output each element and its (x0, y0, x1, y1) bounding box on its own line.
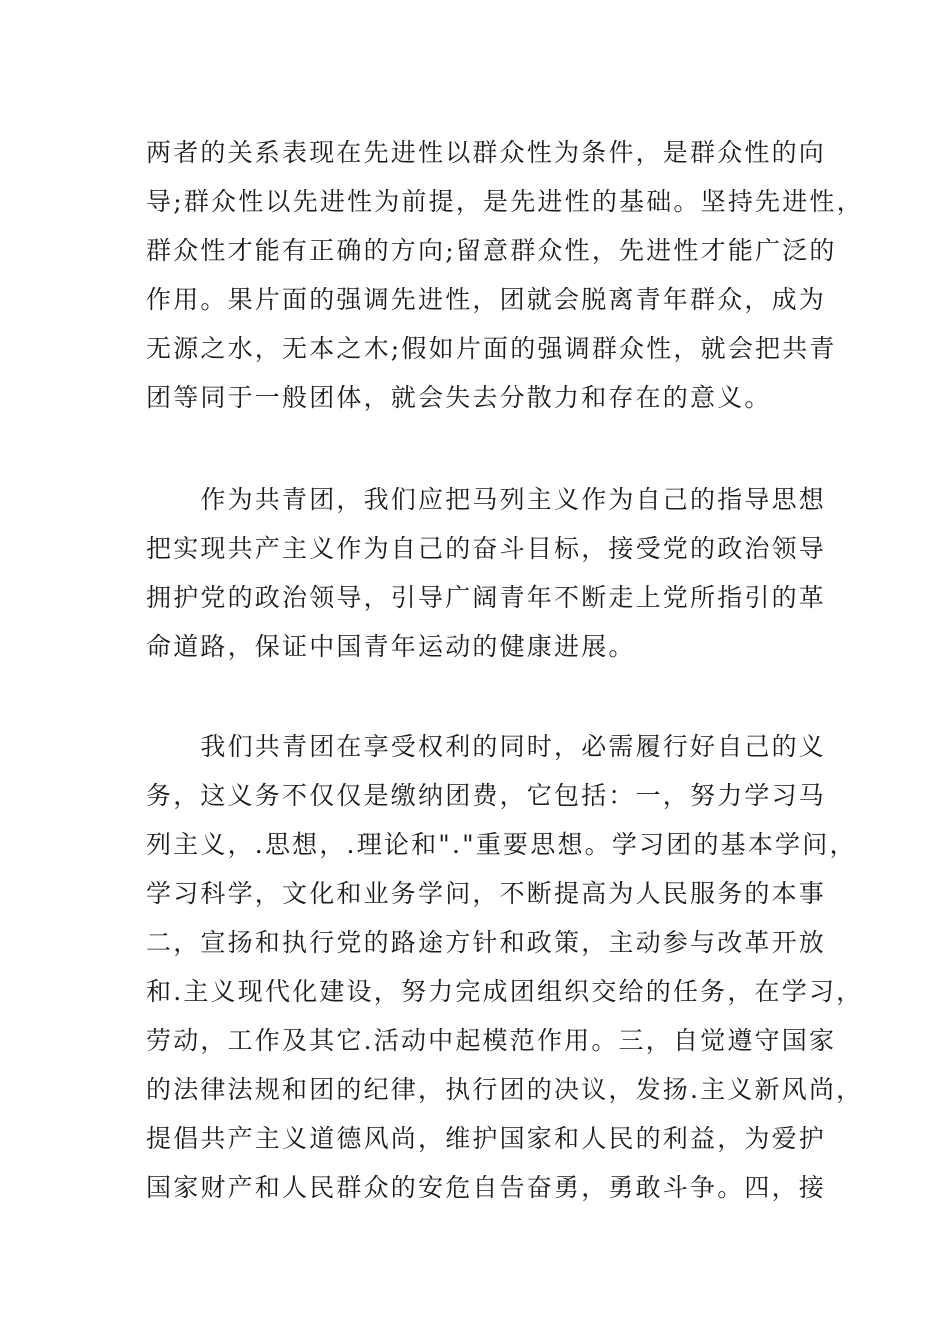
text-line: 国家财产和人民群众的安危自告奋勇，勇敢斗争。四，接 (146, 1173, 827, 1202)
text-line: 的法律法规和团的纪律，执行团的决议，发扬.主义新风尚， (146, 1075, 864, 1104)
text-line: 二，宣扬和执行党的路途方针和政策，主动参与改革开放 (146, 928, 827, 957)
text-line: 导;群众性以先进性为前提，是先进性的基础。坚持先进性， (146, 187, 864, 216)
text-line: 务，这义务不仅仅是缴纳团费，它包括：一，努力学习马 (146, 781, 827, 810)
text-line: 两者的关系表现在先进性以群众性为条件，是群众性的向 (146, 138, 827, 167)
paragraph-guiding-thought (146, 475, 827, 671)
text-line: 作为共青团，我们应把马列主义作为自己的指导思想 (146, 485, 827, 514)
text-line: 列主义，.思想，.理论和"."重要思想。学习团的基本学问， (146, 830, 857, 859)
text-line: 拥护党的政治领导，引导广阔青年不断走上党所指引的革 (146, 583, 827, 612)
text-line: 群众性才能有正确的方向;留意群众性，先进性才能广泛的 (146, 236, 837, 265)
text-line: 作用。果片面的强调先进性，团就会脱离青年群众，成为 (146, 285, 827, 314)
paragraph-duties (146, 722, 864, 1212)
text-line: 我们共青团在享受权利的同时，必需履行好自己的义 (146, 732, 827, 761)
text-line: 劳动，工作及其它.活动中起模范作用。三，自觉遵守国家 (146, 1026, 837, 1055)
paragraph-advanced-and-mass-nature (146, 128, 864, 422)
text-line: 无源之水，无本之木;假如片面的强调群众性，就会把共青 (146, 334, 837, 363)
text-line: 把实现共产主义作为自己的奋斗目标，接受党的政治领导 (146, 534, 827, 563)
text-line: 命道路，保证中国青年运动的健康进展。 (146, 632, 636, 661)
text-line: 和.主义现代化建设，努力完成团组织交给的任务，在学习， (146, 977, 864, 1006)
text-line: 团等同于一般团体，就会失去分散力和存在的意义。 (146, 383, 772, 412)
text-line: 学习科学，文化和业务学问，不断提高为人民服务的本事 (146, 879, 827, 908)
text-line: 提倡共产主义道德风尚，维护国家和人民的利益，为爱护 (146, 1124, 827, 1153)
